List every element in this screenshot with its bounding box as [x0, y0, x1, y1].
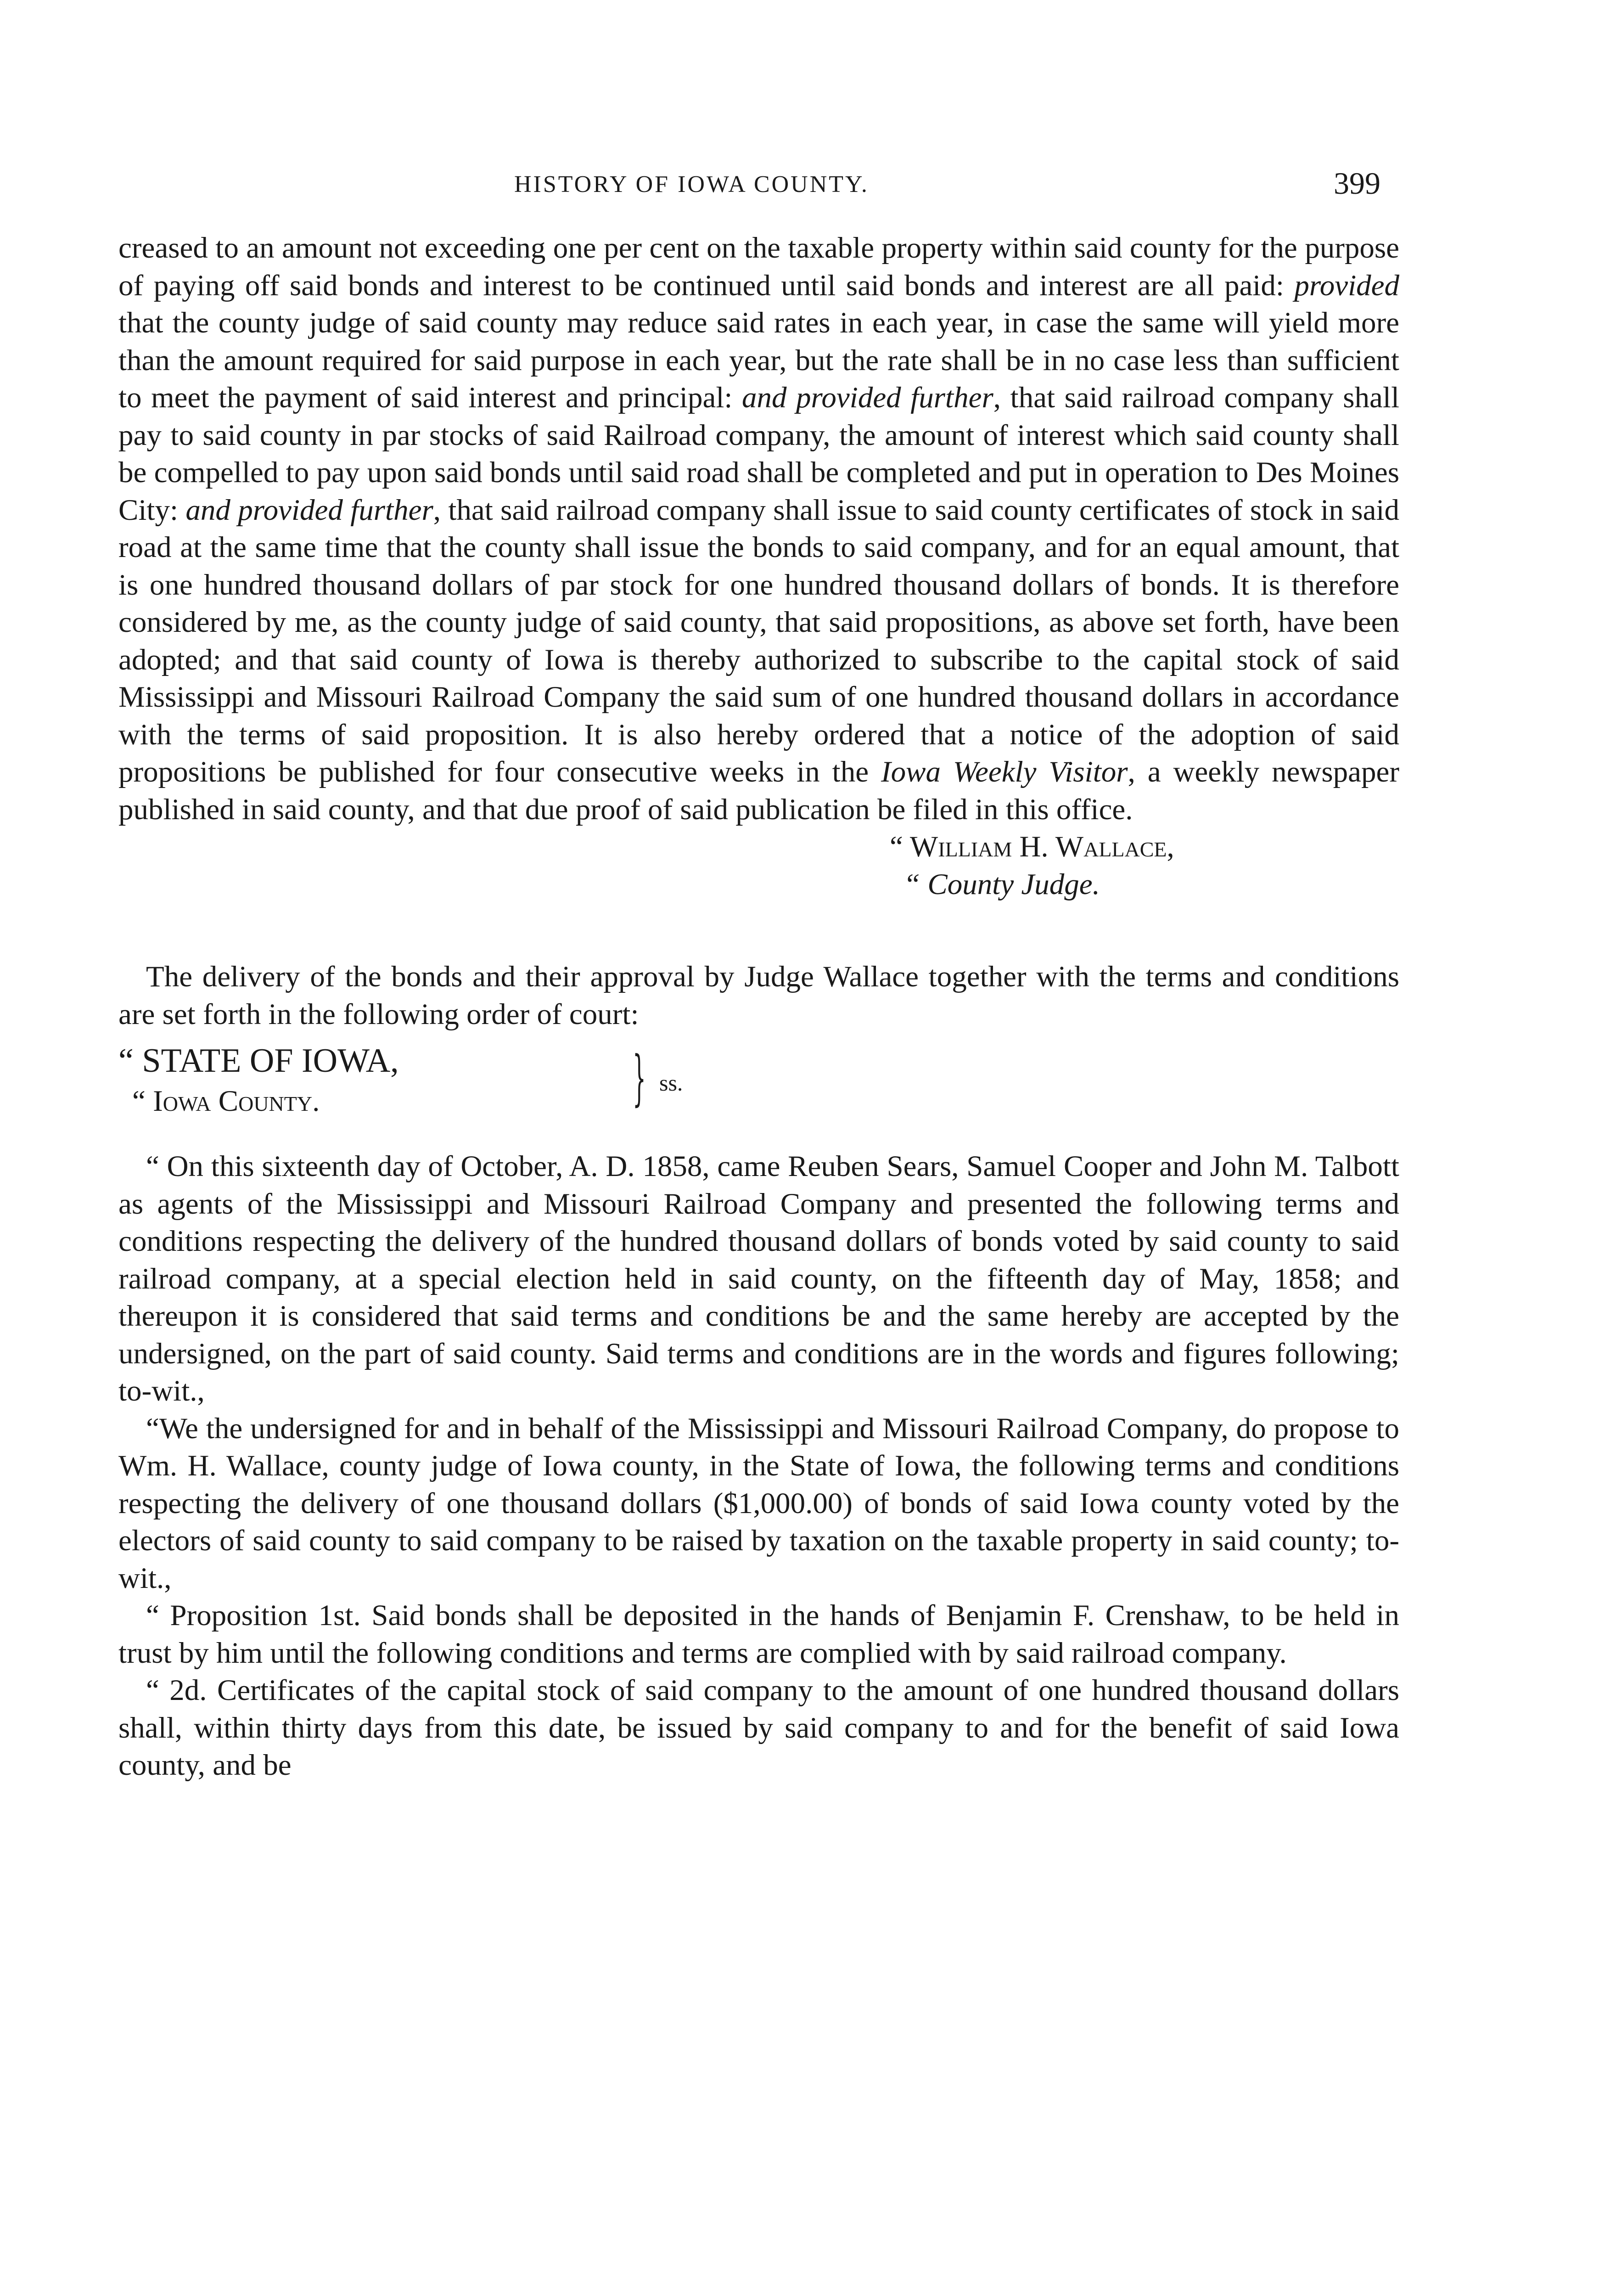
signature-name: “ William H. Wallace, — [890, 830, 1174, 863]
text-run: that the county judge of said county may reduce said rates in each year, in case the same will yield more than the amount required for said purpose in each year, but the rate shall be in no case less than sufficient to meet the payment of said interest and principal: — [118, 306, 1399, 414]
page-number: 399 — [1334, 166, 1380, 201]
page-body — [118, 230, 1399, 1784]
text-run: , that said railroad company shall issue to said county certificates of stock in said road at the same time that the county shall issue the bonds to said company, and for an equal amount, that is one hundred thousand dollars of par stock for one hundred thousand dollars of bonds. It is therefore considered by me, as the county judge of said county, that said propositions, as above set forth, have been adopted; and that said county of Iowa is thereby authorized to subscribe to the capital stock of said Mississippi and Missouri Railroad Company the said sum of one hundred thousand dollars in accordance with the terms of said proposition. It is also hereby ordered that a notice of the adoption of said propositions be published for four consecutive weeks in the — [118, 493, 1399, 788]
paragraph-resolution — [118, 230, 1399, 828]
paragraph-intro-order: The delivery of the bonds and their approval by Judge Wallace together with the terms and conditions are set forth in the following order of court: — [118, 960, 1399, 1031]
court-caption — [118, 1042, 1399, 1123]
caption-county: “ Iowa County. — [132, 1085, 320, 1118]
signature-block — [118, 828, 1399, 908]
caption-ss: ss. — [659, 1070, 683, 1096]
signature-title-text: “ County Judge. — [903, 868, 1100, 901]
running-head: HISTORY OF IOWA COUNTY. — [514, 171, 869, 197]
signature-title — [903, 866, 1100, 904]
caption-brace: } — [633, 1043, 646, 1113]
italic-run: provided — [1294, 269, 1399, 302]
paragraph-proposal: “We the undersigned for and in behalf of the Mississippi and Missouri Railroad Company, do propose to Wm. H. Wallace, county judge of Iowa county, in the State of Iowa, the following terms and conditions respecting the delivery of one thousand dollars ($1,000.00) of bonds of said Iowa county voted by the electors of said county to said company to be raised by taxation on the taxable property in said county; to-wit., — [118, 1412, 1399, 1595]
caption-state: “ STATE OF IOWA, — [118, 1042, 399, 1080]
section-spacer — [118, 908, 1399, 958]
paragraph-order: “ On this sixteenth day of October, A. D. 1858, came Reuben Sears, Samuel Cooper and John M. Talbott as agents of the Mississippi and Missouri Railroad Company and presented the following terms and conditions respecting the delivery of the hundred thousand dollars of bonds voted by said county to said railroad company, at a special election held in said county, on the fifteenth day of May, 1858; and thereupon it is considered that said terms and conditions be and the same hereby are accepted by the undersigned, on the part of said county. Said terms and conditions are in the words and figures following; to-wit., — [118, 1150, 1399, 1407]
text-run: , that said railroad company shall pay to said county in par stocks of said Railroad company, the amount of interest which said county shall be compelled to pay upon said bonds until said road shall be completed and put in operation to Des Moines City: — [118, 381, 1399, 527]
paragraph-proposition-2: “ 2d. Certificates of the capital stock of said company to the amount of one hundred thousand dollars shall, within thirty days from this date, be issued by said company to and for the benefit of said Iowa county, and be — [118, 1674, 1399, 1782]
text-run: creased to an amount not exceeding one per cent on the taxable property within said county for the purpose of paying off said bonds and interest to be continued until said bonds and interest are all paid: — [118, 231, 1399, 302]
paragraph-proposition-1: “ Proposition 1st. Said bonds shall be deposited in the hands of Benjamin F. Crenshaw, to be held in trust by him until the following conditions and terms are complied with by said railroad company. — [118, 1599, 1399, 1670]
newspaper-title: Iowa Weekly Visitor — [881, 755, 1128, 788]
italic-run: and provided further — [742, 381, 993, 414]
text-run: , a weekly newspaper published in said county, and that due proof of said publication be filed in this office. — [118, 755, 1400, 826]
italic-run: and provided further — [185, 493, 433, 527]
